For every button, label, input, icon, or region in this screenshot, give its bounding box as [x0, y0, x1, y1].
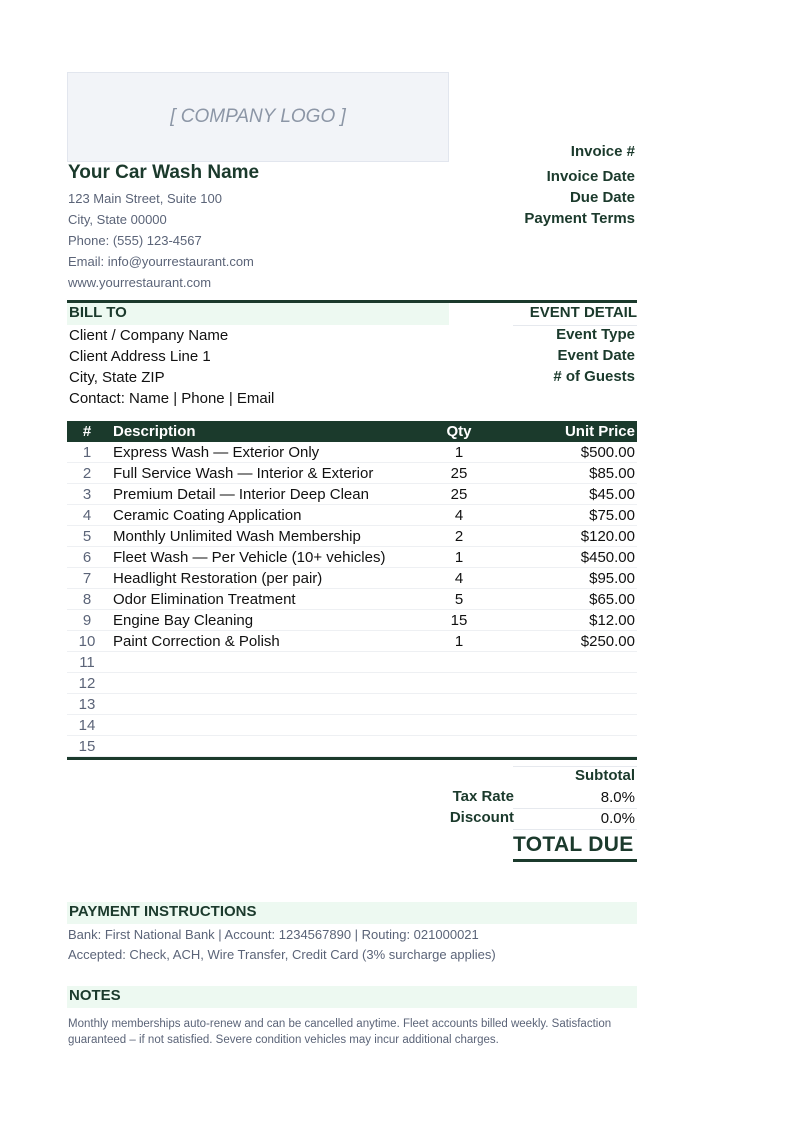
- row-qty: 1: [417, 631, 501, 652]
- row-unit-price: $75.00: [501, 505, 637, 526]
- tax-rate-label: Tax Rate: [452, 788, 514, 805]
- row-unit-price: $12.00: [501, 610, 637, 631]
- row-description: Headlight Restoration (per pair): [107, 568, 417, 589]
- row-unit-price: $65.00: [501, 589, 637, 610]
- row-unit-price: [501, 694, 637, 715]
- due-date-label: Due Date: [569, 189, 635, 206]
- event-type-label: Event Type: [556, 326, 635, 343]
- row-description: [107, 694, 417, 715]
- invoice-number-label: Invoice #: [570, 143, 635, 160]
- tax-line: [513, 808, 637, 809]
- row-qty: [417, 736, 501, 757]
- table-row: [67, 505, 637, 526]
- table-row: [67, 526, 637, 547]
- row-qty: [417, 715, 501, 736]
- client-contact: Contact: Name | Phone | Email: [69, 390, 275, 407]
- event-date-label: Event Date: [557, 347, 635, 364]
- header-description: Description: [107, 421, 417, 442]
- discount-label: Discount: [449, 809, 514, 826]
- row-description: Odor Elimination Treatment: [107, 589, 417, 610]
- table-row: [67, 547, 637, 568]
- row-description: Paint Correction & Polish: [107, 631, 417, 652]
- row-qty: [417, 694, 501, 715]
- row-unit-price: $120.00: [501, 526, 637, 547]
- row-qty: 2: [417, 526, 501, 547]
- company-name: Your Car Wash Name: [68, 162, 260, 183]
- discount-value: 0.0%: [600, 810, 635, 827]
- row-qty: 25: [417, 463, 501, 484]
- row-number: 5: [67, 526, 107, 547]
- table-row: [67, 631, 637, 652]
- table-row: [67, 568, 637, 589]
- row-description: Full Service Wash — Interior & Exterior: [107, 463, 417, 484]
- company-email: Email: info@yourrestaurant.com: [68, 254, 254, 269]
- invoice-date-label: Invoice Date: [546, 168, 635, 185]
- row-qty: 4: [417, 568, 501, 589]
- discount-line: [513, 829, 637, 830]
- company-city: City, State 00000: [68, 212, 167, 227]
- row-number: 3: [67, 484, 107, 505]
- payment-bank-line: Bank: First National Bank | Account: 1234567890 | Routing: 021000021: [68, 927, 479, 942]
- table-row: [67, 673, 637, 694]
- notes-text: Monthly memberships auto-renew and can be cancelled anytime. Fleet accounts billed weekly. Satisfaction guaranteed – if not satisfied. Severe condition vehicles may incur additional charges.: [68, 1018, 612, 1046]
- table-bottom-rule: [67, 757, 637, 760]
- row-unit-price: [501, 715, 637, 736]
- header-unit-price: Unit Price: [501, 421, 637, 442]
- bill-to-title: BILL TO: [69, 304, 127, 321]
- table-header-row: [67, 421, 637, 442]
- table-row: [67, 484, 637, 505]
- header-number: #: [67, 421, 107, 442]
- line-items-table: [67, 421, 637, 757]
- company-website: www.yourrestaurant.com: [68, 275, 212, 290]
- row-unit-price: [501, 736, 637, 757]
- row-qty: 25: [417, 484, 501, 505]
- row-unit-price: $85.00: [501, 463, 637, 484]
- table-row: [67, 715, 637, 736]
- client-address: Client Address Line 1: [69, 348, 211, 365]
- row-description: [107, 652, 417, 673]
- row-qty: 1: [417, 442, 501, 463]
- row-number: 15: [67, 736, 107, 757]
- row-number: 4: [67, 505, 107, 526]
- table-row: [67, 736, 637, 757]
- row-number: 11: [67, 652, 107, 673]
- table-row: [67, 463, 637, 484]
- row-description: [107, 736, 417, 757]
- table-row: [67, 694, 637, 715]
- row-description: Monthly Unlimited Wash Membership: [107, 526, 417, 547]
- payment-accepted-line: Accepted: Check, ACH, Wire Transfer, Credit Card (3% surcharge applies): [68, 947, 496, 962]
- row-description: Express Wash — Exterior Only: [107, 442, 417, 463]
- table-row: [67, 610, 637, 631]
- row-number: 14: [67, 715, 107, 736]
- company-address: 123 Main Street, Suite 100: [68, 191, 222, 206]
- client-city: City, State ZIP: [69, 369, 165, 386]
- row-unit-price: $500.00: [501, 442, 637, 463]
- row-description: Premium Detail — Interior Deep Clean: [107, 484, 417, 505]
- row-unit-price: [501, 673, 637, 694]
- row-qty: 1: [417, 547, 501, 568]
- event-detail-title: EVENT DETAIL: [529, 304, 637, 321]
- row-qty: 5: [417, 589, 501, 610]
- row-number: 10: [67, 631, 107, 652]
- row-number: 7: [67, 568, 107, 589]
- row-unit-price: $250.00: [501, 631, 637, 652]
- row-number: 12: [67, 673, 107, 694]
- row-unit-price: $450.00: [501, 547, 637, 568]
- row-qty: 4: [417, 505, 501, 526]
- table-row: [67, 442, 637, 463]
- row-qty: [417, 652, 501, 673]
- row-number: 2: [67, 463, 107, 484]
- notes-title: NOTES: [69, 987, 121, 1004]
- subtotal-label: Subtotal: [575, 767, 635, 784]
- logo-text: [ COMPANY LOGO ]: [170, 106, 346, 127]
- client-name: Client / Company Name: [69, 327, 229, 344]
- row-qty: [417, 673, 501, 694]
- table-row: [67, 589, 637, 610]
- row-number: 1: [67, 442, 107, 463]
- row-description: [107, 715, 417, 736]
- payment-title: PAYMENT INSTRUCTIONS: [69, 903, 257, 920]
- row-description: Engine Bay Cleaning: [107, 610, 417, 631]
- row-qty: 15: [417, 610, 501, 631]
- company-logo-placeholder: [67, 72, 449, 162]
- row-description: Ceramic Coating Application: [107, 505, 417, 526]
- row-number: 13: [67, 694, 107, 715]
- tax-rate-value: 8.0%: [600, 789, 635, 806]
- company-phone: Phone: (555) 123-4567: [68, 233, 202, 248]
- payment-terms-label: Payment Terms: [524, 210, 635, 227]
- header-qty: Qty: [417, 421, 501, 442]
- table-row: [67, 652, 637, 673]
- notes-header-bg: [67, 986, 637, 1008]
- total-due-label: TOTAL DUE: [513, 833, 637, 862]
- row-description: Fleet Wash — Per Vehicle (10+ vehicles): [107, 547, 417, 568]
- row-number: 8: [67, 589, 107, 610]
- row-number: 6: [67, 547, 107, 568]
- guests-label: # of Guests: [553, 368, 635, 385]
- row-unit-price: $45.00: [501, 484, 637, 505]
- row-description: [107, 673, 417, 694]
- row-unit-price: [501, 652, 637, 673]
- row-unit-price: $95.00: [501, 568, 637, 589]
- row-number: 9: [67, 610, 107, 631]
